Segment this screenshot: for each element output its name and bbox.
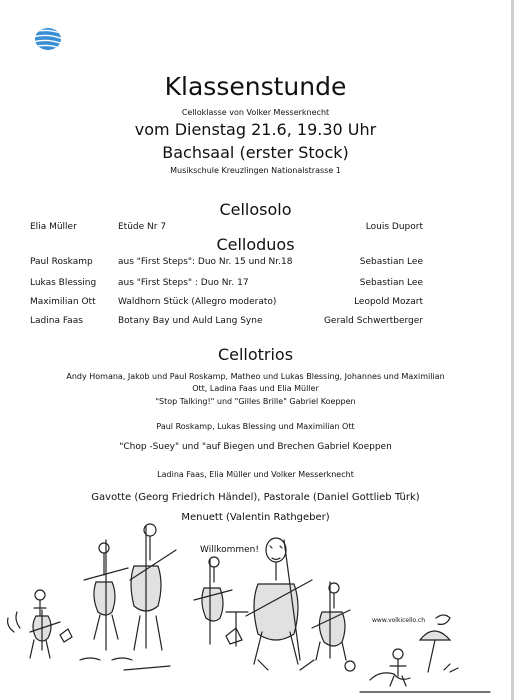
class-subtitle: Celloklasse von Volker Messerknecht (181, 108, 330, 117)
event-address: Musikschule Kreuzlingen Nationalstrasse 1 (170, 166, 341, 175)
duo-composer: Gerald Schwertberger (323, 316, 423, 326)
website-url: www.volkicello.ch (372, 617, 426, 624)
solo-piece: Etüde Nr 7 (118, 222, 167, 232)
trio-piece: Gavotte (Georg Friedrich Händel), Pastorale (Daniel Gottlieb Türk) (91, 492, 420, 503)
event-date: vom Dienstag 21.6, 19.30 Uhr (134, 120, 377, 139)
trio-players: Ladina Faas, Elia Müller und Volker Messerknecht (157, 470, 354, 479)
duo-piece: Waldhorn Stück (Allegro moderato) (118, 297, 277, 307)
duo-player: Paul Roskamp (30, 257, 93, 267)
page-title: Klassenstunde (164, 72, 347, 101)
section-heading-celloduos: Celloduos (216, 235, 295, 254)
solo-composer: Louis Duport (365, 222, 423, 232)
solo-player: Elia Müller (30, 222, 77, 232)
globe-logo-icon (33, 26, 63, 52)
trio-piece: Menuett (Valentin Rathgeber) (181, 512, 330, 523)
trio-players: Andy Homana, Jakob und Paul Roskamp, Matheo und Lukas Blessing, Johannes und Maximilian (66, 372, 445, 381)
section-heading-cellotrios: Cellotrios (217, 345, 294, 364)
duo-piece: aus "First Steps": Duo Nr. 15 und Nr.18 (118, 257, 293, 267)
duo-composer: Sebastian Lee (359, 257, 423, 267)
trio-players: Paul Roskamp, Lukas Blessing und Maximilian Ott (156, 422, 355, 431)
duo-piece: aus "First Steps" : Duo Nr. 17 (118, 278, 249, 288)
trio-piece: "Chop -Suey" und "auf Biegen und Brechen Gabriel Koeppen (119, 442, 392, 452)
event-venue: Bachsaal (erster Stock) (162, 143, 349, 162)
welcome-text: Willkommen! (200, 545, 259, 555)
duo-piece: Botany Bay und Auld Lang Syne (118, 316, 263, 326)
trio-players: Ott, Ladina Faas und Elia Müller (192, 384, 319, 393)
duo-player: Lukas Blessing (30, 278, 97, 288)
duo-composer: Leopold Mozart (354, 297, 423, 307)
duo-player: Ladina Faas (30, 316, 83, 326)
section-heading-cellosolo: Cellosolo (219, 200, 292, 219)
duo-player: Maximilian Ott (30, 297, 96, 307)
duo-composer: Sebastian Lee (359, 278, 423, 288)
trio-piece: "Stop Talking!" und "Gilles Brille" Gabriel Koeppen (155, 397, 356, 406)
